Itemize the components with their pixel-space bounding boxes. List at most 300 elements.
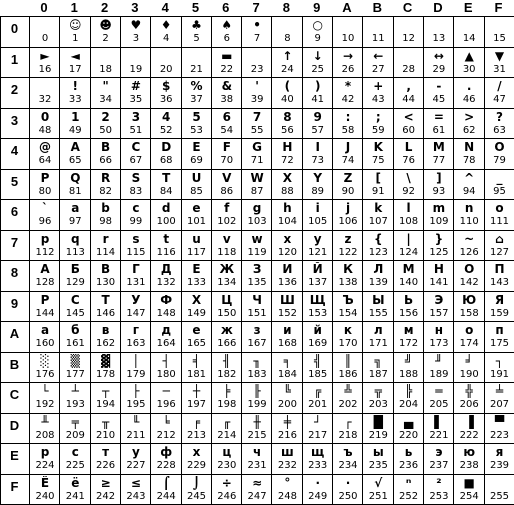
char-glyph: ! — [59, 79, 91, 93]
column-header: 3 — [119, 0, 151, 16]
char-cell — [211, 413, 243, 444]
char-code: 12 — [393, 33, 425, 44]
char-cell — [332, 16, 364, 47]
column-header: 7 — [240, 0, 272, 16]
char-code: 190 — [453, 369, 485, 380]
char-cell — [271, 291, 303, 322]
char-glyph: б — [59, 323, 91, 337]
char-cell — [241, 16, 273, 47]
char-cell — [211, 199, 243, 230]
char-glyph: J — [332, 140, 364, 154]
char-glyph: ≥ — [90, 476, 122, 490]
char-glyph: } — [423, 232, 455, 246]
char-code: 100 — [150, 216, 182, 227]
char-cell — [150, 260, 182, 291]
char-glyph: ╢ — [211, 354, 243, 368]
char-cell — [332, 382, 364, 413]
char-code: 87 — [241, 186, 273, 197]
char-cell — [90, 352, 122, 383]
char-cell — [181, 352, 213, 383]
char-glyph: ↓ — [302, 49, 334, 63]
char-cell — [211, 77, 243, 108]
char-glyph: ☻ — [90, 18, 122, 32]
char-glyph: ~ — [453, 232, 485, 246]
char-code: 21 — [181, 64, 213, 75]
char-cell — [241, 413, 273, 444]
column-header: C — [392, 0, 424, 16]
char-code: 217 — [302, 430, 334, 441]
char-glyph: L — [393, 140, 425, 154]
char-cell — [271, 382, 303, 413]
char-glyph: ▓ — [90, 354, 122, 368]
char-cell — [393, 352, 425, 383]
char-code: 96 — [29, 216, 61, 227]
char-glyph: { — [362, 232, 394, 246]
grid-line-vertical — [423, 16, 424, 504]
char-code: 11 — [362, 33, 394, 44]
char-glyph: Ф — [150, 293, 182, 307]
char-glyph: ├ — [120, 384, 152, 398]
char-glyph: F — [211, 140, 243, 154]
char-code: 195 — [120, 399, 152, 410]
char-cell — [90, 382, 122, 413]
char-code: 151 — [241, 308, 273, 319]
char-code: 247 — [241, 491, 273, 502]
char-cell — [484, 16, 514, 47]
char-glyph: h — [271, 201, 303, 215]
char-code: 45 — [423, 94, 455, 105]
char-glyph: ё — [59, 476, 91, 490]
char-code: 64 — [29, 155, 61, 166]
char-code: 188 — [393, 369, 425, 380]
char-glyph: e — [181, 201, 213, 215]
char-cell — [90, 413, 122, 444]
char-code: 23 — [241, 64, 273, 75]
char-cell — [90, 16, 122, 47]
char-glyph: Ю — [453, 293, 485, 307]
char-glyph: c — [120, 201, 152, 215]
char-code: 86 — [211, 186, 243, 197]
char-cell — [150, 321, 182, 352]
char-cell — [332, 474, 364, 505]
char-code: 55 — [241, 125, 273, 136]
char-code: 227 — [120, 460, 152, 471]
char-code: 164 — [150, 338, 182, 349]
char-glyph: ═ — [423, 384, 455, 398]
char-cell — [484, 169, 514, 200]
char-cell — [120, 443, 152, 474]
char-glyph: ш — [271, 445, 303, 459]
char-glyph: a — [59, 201, 91, 215]
char-code: 70 — [211, 155, 243, 166]
char-code: 54 — [211, 125, 243, 136]
char-cell — [453, 230, 485, 261]
row-header: 8 — [0, 260, 29, 291]
char-code: 220 — [393, 430, 425, 441]
char-glyph: | — [393, 232, 425, 246]
char-cell — [302, 108, 334, 139]
char-cell — [393, 16, 425, 47]
char-cell — [362, 443, 394, 474]
char-cell — [453, 413, 485, 444]
char-code: 74 — [332, 155, 364, 166]
char-cell — [120, 108, 152, 139]
char-glyph: Т — [90, 293, 122, 307]
char-cell — [271, 474, 303, 505]
char-cell — [181, 230, 213, 261]
char-glyph: █ — [362, 415, 394, 429]
char-glyph: ╕ — [271, 354, 303, 368]
char-glyph: Ы — [362, 293, 394, 307]
char-cell — [362, 138, 394, 169]
char-code: 99 — [120, 216, 152, 227]
char-glyph: / — [484, 79, 514, 93]
char-code: 28 — [393, 64, 425, 75]
char-glyph: M — [423, 140, 455, 154]
char-code: 135 — [241, 277, 273, 288]
char-glyph: у — [120, 445, 152, 459]
char-cell — [211, 443, 243, 474]
char-code: 84 — [150, 186, 182, 197]
char-glyph: k — [362, 201, 394, 215]
char-glyph: $ — [150, 79, 182, 93]
char-code: 2 — [90, 33, 122, 44]
char-glyph: ъ — [332, 445, 364, 459]
char-glyph: Ж — [211, 262, 243, 276]
char-glyph: ▀ — [484, 415, 514, 429]
char-cell — [271, 352, 303, 383]
char-glyph: A — [59, 140, 91, 154]
char-code: 72 — [271, 155, 303, 166]
char-code: 124 — [393, 247, 425, 258]
char-glyph: ° — [271, 476, 303, 490]
column-header: B — [361, 0, 393, 16]
char-glyph: Ш — [271, 293, 303, 307]
char-code: 39 — [241, 94, 273, 105]
char-cell — [271, 16, 303, 47]
char-glyph: 5 — [181, 110, 213, 124]
char-glyph: 3 — [120, 110, 152, 124]
char-cell — [332, 108, 364, 139]
char-cell — [271, 321, 303, 352]
char-cell — [302, 382, 334, 413]
char-code: 153 — [302, 308, 334, 319]
char-cell — [241, 474, 273, 505]
char-cell — [332, 138, 364, 169]
char-glyph: ┘ — [302, 415, 334, 429]
char-glyph: 2 — [90, 110, 122, 124]
char-cell — [362, 16, 394, 47]
char-code: 113 — [59, 247, 91, 258]
char-cell — [332, 230, 364, 261]
char-code: 40 — [271, 94, 303, 105]
char-code: 146 — [90, 308, 122, 319]
row-header: 4 — [0, 138, 29, 169]
char-glyph: к — [332, 323, 364, 337]
char-cell — [393, 77, 425, 108]
char-code: 24 — [271, 64, 303, 75]
column-header: 2 — [89, 0, 121, 16]
char-glyph: ╦ — [362, 384, 394, 398]
char-code: 37 — [181, 94, 213, 105]
char-glyph: ( — [271, 79, 303, 93]
char-cell — [29, 138, 61, 169]
char-cell — [211, 47, 243, 78]
char-code: 127 — [484, 247, 514, 258]
char-code: 171 — [362, 338, 394, 349]
char-cell — [484, 138, 514, 169]
char-cell — [423, 443, 455, 474]
char-glyph: Й — [302, 262, 334, 276]
char-code: 179 — [120, 369, 152, 380]
grid-line-horizontal — [0, 199, 514, 200]
char-cell — [302, 16, 334, 47]
char-code: 111 — [484, 216, 514, 227]
char-code: 130 — [90, 277, 122, 288]
char-code: 231 — [241, 460, 273, 471]
char-code: 233 — [302, 460, 334, 471]
grid-line-horizontal — [0, 169, 514, 170]
char-code: 132 — [150, 277, 182, 288]
char-code: 160 — [29, 338, 61, 349]
char-glyph: ⌡ — [181, 476, 213, 490]
char-code: 108 — [393, 216, 425, 227]
char-glyph: е — [181, 323, 213, 337]
char-cell — [150, 16, 182, 47]
char-cell — [453, 291, 485, 322]
char-cell — [150, 169, 182, 200]
char-glyph: 4 — [150, 110, 182, 124]
char-glyph: ▌ — [423, 415, 455, 429]
char-code: 128 — [29, 277, 61, 288]
char-glyph: ↑ — [271, 49, 303, 63]
char-cell — [453, 260, 485, 291]
char-code: 106 — [332, 216, 364, 227]
row-header: E — [0, 443, 29, 474]
char-cell — [484, 413, 514, 444]
char-code: 183 — [241, 369, 273, 380]
char-code: 73 — [302, 155, 334, 166]
char-cell — [181, 47, 213, 78]
char-cell — [453, 352, 485, 383]
char-code: 32 — [29, 94, 61, 105]
column-header: 1 — [58, 0, 90, 16]
char-glyph: г — [120, 323, 152, 337]
char-code: 79 — [484, 155, 514, 166]
char-glyph: х — [181, 445, 213, 459]
char-glyph: Ъ — [332, 293, 364, 307]
char-code: 143 — [484, 277, 514, 288]
char-cell — [90, 169, 122, 200]
char-cell — [393, 260, 425, 291]
char-glyph: w — [241, 232, 273, 246]
char-glyph: с — [59, 445, 91, 459]
char-cell — [59, 230, 91, 261]
char-glyph: 7 — [241, 110, 273, 124]
char-code: 65 — [59, 155, 91, 166]
char-glyph: В — [90, 262, 122, 276]
char-code: 147 — [120, 308, 152, 319]
char-code: 142 — [453, 277, 485, 288]
char-code: 103 — [241, 216, 273, 227]
column-header: 8 — [270, 0, 302, 16]
char-glyph: * — [332, 79, 364, 93]
char-glyph: ; — [362, 110, 394, 124]
char-cell — [120, 199, 152, 230]
char-cell — [332, 291, 364, 322]
char-glyph: м — [393, 323, 425, 337]
char-cell — [120, 260, 152, 291]
char-code: 131 — [120, 277, 152, 288]
char-cell — [59, 443, 91, 474]
char-code: 62 — [453, 125, 485, 136]
char-code: 88 — [271, 186, 303, 197]
char-glyph: ♥ — [120, 18, 152, 32]
char-code: 170 — [332, 338, 364, 349]
char-cell — [90, 321, 122, 352]
char-glyph: ╩ — [332, 384, 364, 398]
char-cell — [90, 230, 122, 261]
char-glyph: z — [332, 232, 364, 246]
char-code: 197 — [181, 399, 213, 410]
char-glyph: , — [393, 79, 425, 93]
grid-line-vertical — [0, 16, 1, 504]
char-code: 93 — [423, 186, 455, 197]
char-cell — [271, 230, 303, 261]
char-cell — [332, 169, 364, 200]
char-code: 158 — [453, 308, 485, 319]
column-header: 5 — [180, 0, 212, 16]
char-code: 180 — [150, 369, 182, 380]
char-cell — [423, 230, 455, 261]
char-cell — [120, 16, 152, 47]
char-glyph: \ — [393, 171, 425, 185]
char-code: 255 — [484, 491, 514, 502]
char-glyph: 9 — [302, 110, 334, 124]
char-glyph: ╔ — [302, 384, 334, 398]
char-glyph: Э — [423, 293, 455, 307]
char-code: 209 — [59, 430, 91, 441]
char-code: 200 — [271, 399, 303, 410]
char-code: 240 — [29, 491, 61, 502]
char-cell — [211, 382, 243, 413]
char-cell — [453, 169, 485, 200]
char-code: 17 — [59, 64, 91, 75]
char-cell — [423, 260, 455, 291]
char-code: 129 — [59, 277, 91, 288]
char-code: 208 — [29, 430, 61, 441]
char-cell — [29, 260, 61, 291]
char-cell — [181, 138, 213, 169]
char-glyph: ┬ — [90, 384, 122, 398]
char-code: 76 — [393, 155, 425, 166]
char-glyph: ф — [150, 445, 182, 459]
char-glyph: ∙ — [302, 476, 334, 490]
char-cell — [150, 230, 182, 261]
char-cell — [150, 108, 182, 139]
char-code: 189 — [423, 369, 455, 380]
char-glyph: : — [332, 110, 364, 124]
char-code: 61 — [423, 125, 455, 136]
grid-line-horizontal — [0, 474, 514, 475]
char-code: 95 — [484, 186, 514, 197]
char-glyph: ╙ — [120, 415, 152, 429]
char-glyph: ╧ — [484, 384, 514, 398]
char-code: 250 — [332, 491, 364, 502]
char-cell — [393, 474, 425, 505]
row-header: 2 — [0, 77, 29, 108]
char-cell — [423, 47, 455, 78]
char-code: 66 — [90, 155, 122, 166]
char-glyph: ц — [211, 445, 243, 459]
char-glyph: я — [484, 445, 514, 459]
grid-line-vertical — [393, 16, 394, 504]
char-cell — [29, 16, 61, 47]
char-cell — [362, 230, 394, 261]
char-cell — [211, 260, 243, 291]
char-cell — [302, 321, 334, 352]
char-cell — [29, 382, 61, 413]
char-cell — [29, 77, 61, 108]
char-glyph: g — [241, 201, 273, 215]
char-code: 144 — [29, 308, 61, 319]
char-glyph: Б — [59, 262, 91, 276]
char-code: 5 — [181, 33, 213, 44]
grid-line-horizontal — [0, 16, 514, 17]
char-glyph: о — [453, 323, 485, 337]
char-cell — [302, 260, 334, 291]
grid-line-horizontal — [0, 413, 514, 414]
char-glyph: ╤ — [59, 415, 91, 429]
char-glyph: ○ — [302, 18, 334, 32]
char-glyph: ╘ — [150, 415, 182, 429]
char-cell — [59, 352, 91, 383]
char-code: 1 — [59, 33, 91, 44]
char-code: 225 — [59, 460, 91, 471]
char-glyph: з — [241, 323, 273, 337]
char-glyph: ↔ — [423, 49, 455, 63]
char-code: 232 — [271, 460, 303, 471]
char-code: 121 — [302, 247, 334, 258]
char-code: 107 — [362, 216, 394, 227]
char-glyph: √ — [362, 476, 394, 490]
char-glyph: ─ — [150, 384, 182, 398]
char-glyph: З — [241, 262, 273, 276]
char-glyph: > — [453, 110, 485, 124]
char-glyph: . — [453, 79, 485, 93]
char-glyph: y — [302, 232, 334, 246]
grid-line-horizontal — [0, 108, 514, 109]
char-cell — [90, 199, 122, 230]
char-code: 41 — [302, 94, 334, 105]
char-glyph: W — [241, 171, 273, 185]
char-cell — [181, 108, 213, 139]
char-code: 230 — [211, 460, 243, 471]
char-glyph: ╟ — [241, 384, 273, 398]
char-glyph: r — [90, 232, 122, 246]
char-code: 246 — [211, 491, 243, 502]
char-glyph: ⌂ — [484, 232, 514, 246]
char-cell — [302, 47, 334, 78]
char-code: 248 — [271, 491, 303, 502]
char-cell — [362, 382, 394, 413]
char-cell — [332, 321, 364, 352]
char-cell — [211, 16, 243, 47]
char-cell — [181, 260, 213, 291]
char-glyph: ▒ — [59, 354, 91, 368]
char-glyph: │ — [120, 354, 152, 368]
char-code: 47 — [484, 94, 514, 105]
